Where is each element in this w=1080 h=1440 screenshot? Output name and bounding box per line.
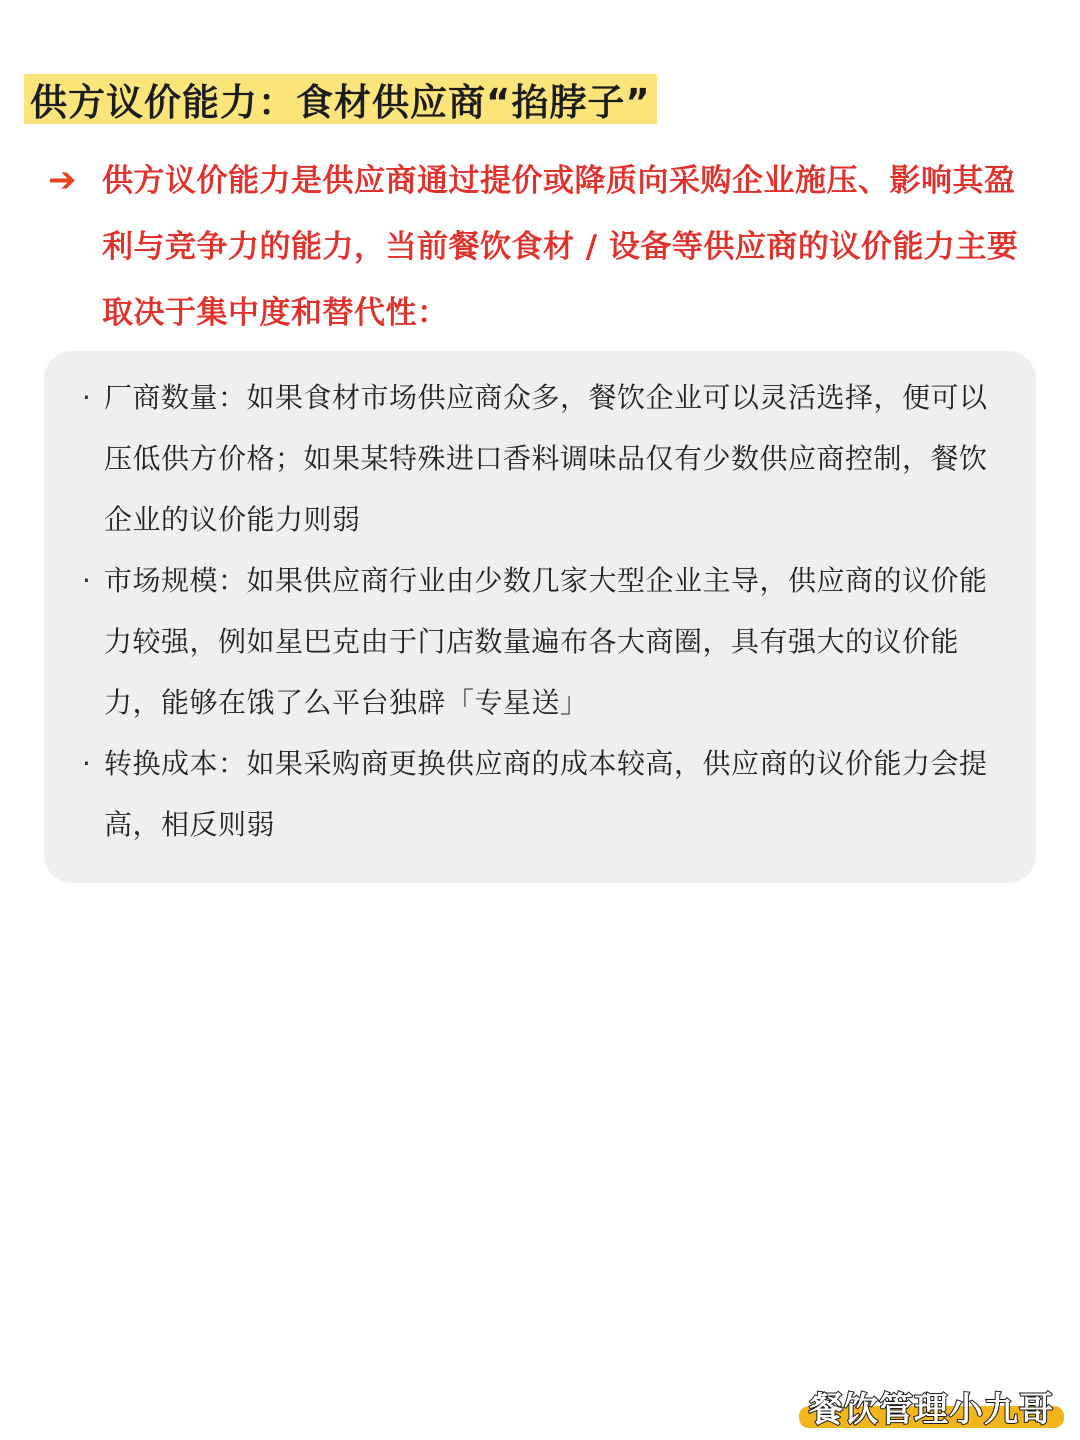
bullet-dot-icon: ·	[82, 564, 91, 597]
lead-paragraph	[48, 148, 1038, 346]
title-highlight	[24, 74, 657, 124]
lead-text: 供方议价能力是供应商通过提价或降质向采购企业施压、影响其盈利与竞争力的能力，当前餐饮食材 / 设备等供应商的议价能力主要取决于集中度和替代性：	[102, 163, 1019, 331]
bullet-dot-icon: ·	[82, 381, 91, 414]
list-item-text: 转换成本：如果采购商更换供应商的成本较高，供应商的议价能力会提高，相反则弱	[104, 747, 988, 841]
list-item	[82, 550, 988, 733]
list-item	[82, 733, 988, 855]
arrow-right-icon: ➔	[48, 160, 77, 200]
list-item	[82, 367, 988, 550]
list-item-text: 厂商数量：如果食材市场供应商众多，餐饮企业可以灵活选择，便可以压低供方价格；如果某特殊进口香料调味品仅有少数供应商控制，餐饮企业的议价能力则弱	[104, 381, 988, 536]
points-card	[44, 351, 1036, 883]
brand-watermark	[799, 1384, 1064, 1428]
list-item-text: 市场规模：如果供应商行业由少数几家大型企业主导，供应商的议价能力较强，例如星巴克由于门店数量遍布各大商圈，具有强大的议价能力，能够在饿了么平台独辟「专星送」	[104, 564, 988, 719]
brand-name: 餐饮管理小九哥	[809, 1389, 1054, 1430]
bullet-dot-icon: ·	[82, 747, 91, 780]
page-title: 供方议价能力：食材供应商“掐脖子”	[30, 81, 651, 124]
